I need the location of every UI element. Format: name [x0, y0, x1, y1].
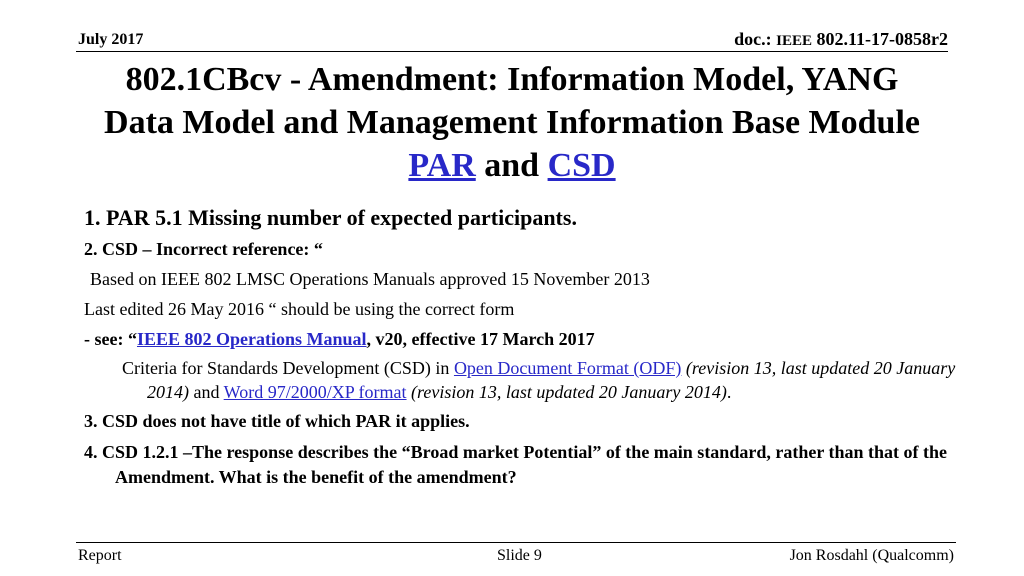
- header-divider: [76, 51, 948, 52]
- header-date: July 2017: [78, 31, 144, 48]
- see-line: [84, 329, 954, 350]
- title-and: and: [475, 147, 548, 184]
- ops-manual-link[interactable]: IEEE 802 Operations Manual: [136, 329, 367, 349]
- item-3: 3. CSD does not have title of which PAR it applies.: [84, 411, 470, 431]
- doc-prefix: doc.:: [734, 29, 777, 49]
- see-suffix: , v20, effective 17 March 2017: [366, 329, 595, 349]
- criteria-period: .: [726, 382, 732, 402]
- criteria-paragraph: [122, 356, 957, 404]
- footer-author: Jon Rosdahl (Qualcomm): [789, 547, 954, 564]
- header-doc-id: [734, 29, 948, 50]
- par-link[interactable]: PAR: [408, 147, 476, 184]
- odf-link[interactable]: Open Document Format (ODF): [453, 358, 682, 378]
- footer-left: Report: [78, 547, 122, 564]
- doc-ieee: IEEE: [776, 33, 813, 49]
- title-line-1: 802.1CBcv - Amendment: Information Model, YANG: [125, 61, 899, 98]
- and-word: and: [189, 382, 224, 402]
- criteria-text: Criteria for Standards Development (CSD) in: [122, 358, 454, 378]
- see-prefix: - see: “: [84, 329, 137, 349]
- title-line-3: [76, 144, 948, 187]
- title-line-2: Data Model and Management Information Base Module: [104, 104, 920, 141]
- word-note: (revision 13, last updated 20 January 2014): [406, 382, 727, 402]
- csd-link[interactable]: CSD: [547, 147, 616, 184]
- word-format-link[interactable]: Word 97/2000/XP format: [223, 382, 407, 402]
- based-on-text: Based on IEEE 802 LMSC Operations Manuals approved 15 November 2013: [90, 269, 650, 289]
- item-1: 1. PAR 5.1 Missing number of expected participants.: [84, 205, 577, 230]
- footer-divider: [76, 542, 956, 543]
- last-edited-text: Last edited 26 May 2016 “ should be using the correct form: [84, 299, 515, 319]
- odf-note: (revision 13, last updated 20 January 2014): [147, 358, 956, 402]
- item-2: 2. CSD – Incorrect reference: “: [84, 239, 323, 259]
- doc-number: 802.11-17-0858r2: [812, 29, 948, 49]
- item-4: 4. CSD 1.2.1 –The response describes the “Broad market Potential” of the main standard, rather than that of the Amendment. What is the benefit of the amendment?: [84, 442, 947, 487]
- footer-slide-number: Slide 9: [497, 547, 542, 564]
- slide-body: [84, 200, 954, 490]
- slide-title: [76, 58, 948, 187]
